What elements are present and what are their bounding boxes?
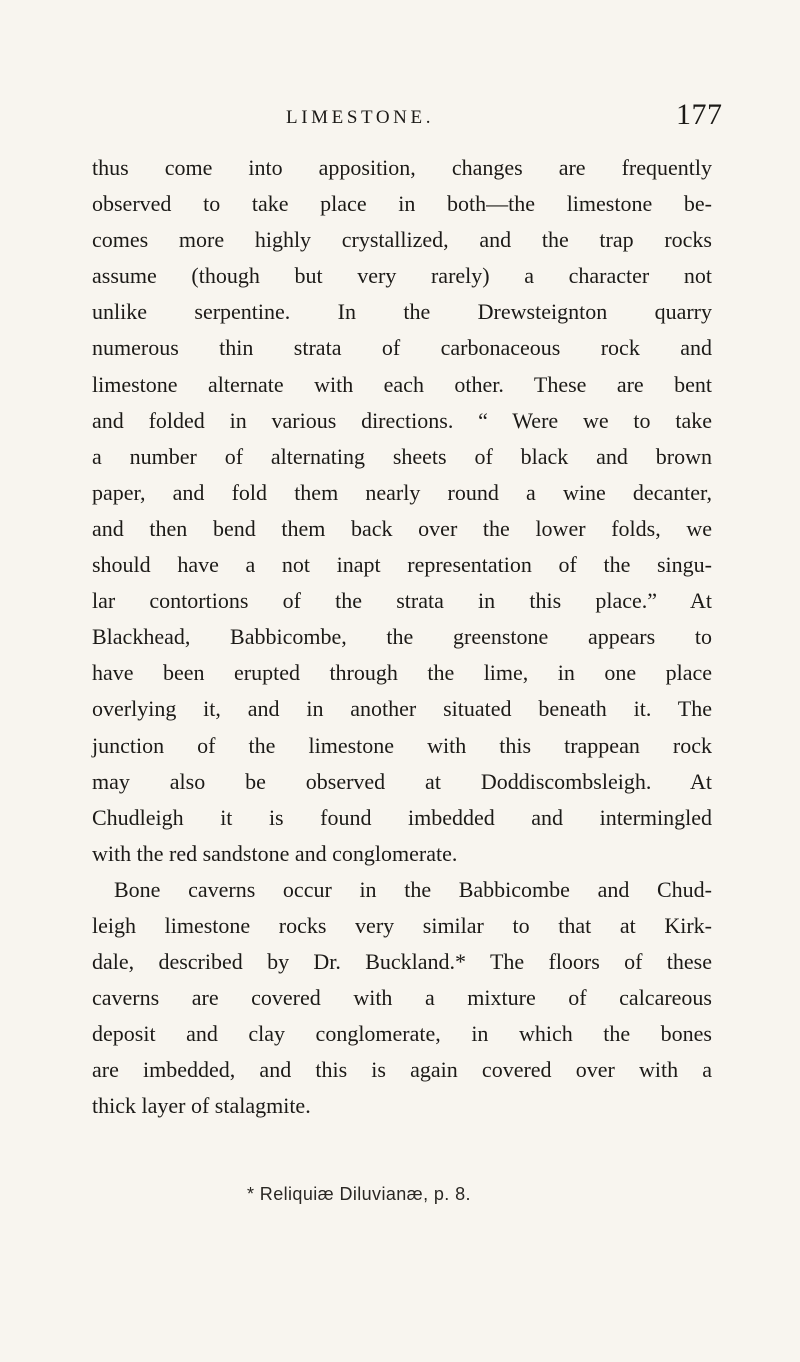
- text-line: junction of the limestone with this trappean rock: [92, 732, 712, 758]
- text-line: and folded in various directions. “ Were we to take: [92, 407, 712, 433]
- text-line: overlying it, and in another situated beneath it. The: [92, 696, 712, 722]
- text-line: Blackhead, Babbicombe, the greenstone appears to: [92, 624, 712, 650]
- text-line: may also be observed at Doddiscombsleigh. At: [92, 768, 712, 794]
- text-line: limestone alternate with each other. These are bent: [92, 371, 712, 397]
- text-line: should have a not inapt representation of the singu-: [92, 552, 712, 578]
- text-line: lar contortions of the strata in this place.” At: [92, 588, 712, 614]
- text-line: Chudleigh it is found imbedded and intermingled: [92, 804, 712, 830]
- text-line: caverns are covered with a mixture of calcareous: [92, 985, 712, 1011]
- text-line: with the red sandstone and conglomerate.: [92, 840, 458, 866]
- text-line: dale, described by Dr. Buckland.* The floors of these: [92, 949, 712, 975]
- text-line: a number of alternating sheets of black and brown: [92, 443, 712, 469]
- body-text: [92, 150, 712, 1125]
- text-line: and then bend them back over the lower folds, we: [92, 515, 712, 541]
- running-head-title: LIMESTONE.: [286, 107, 435, 128]
- text-line: leigh limestone rocks very similar to that at Kirk-: [92, 912, 712, 938]
- text-line: Bone caverns occur in the Babbicombe and Chud-: [114, 876, 712, 902]
- text-line: thus come into apposition, changes are frequently: [92, 155, 712, 180]
- running-head: [0, 100, 800, 134]
- page-number: 177: [676, 98, 723, 131]
- text-line: comes more highly crystallized, and the trap rocks: [92, 227, 712, 253]
- text-line: assume (though but very rarely) a character not: [92, 263, 712, 289]
- text-line: deposit and clay conglomerate, in which the bones: [92, 1021, 712, 1047]
- text-line: observed to take place in both—the limestone be-: [92, 191, 712, 217]
- footnote: * Reliquiæ Diluvianæ, p. 8.: [247, 1184, 471, 1204]
- text-line: thick layer of stalagmite.: [92, 1093, 311, 1119]
- text-line: have been erupted through the lime, in one place: [92, 660, 712, 686]
- text-line: are imbedded, and this is again covered over with a: [92, 1057, 712, 1083]
- text-line: paper, and fold them nearly round a wine decanter,: [92, 479, 712, 505]
- text-line: numerous thin strata of carbonaceous rock and: [92, 335, 712, 361]
- text-line: unlike serpentine. In the Drewsteignton quarry: [92, 299, 712, 325]
